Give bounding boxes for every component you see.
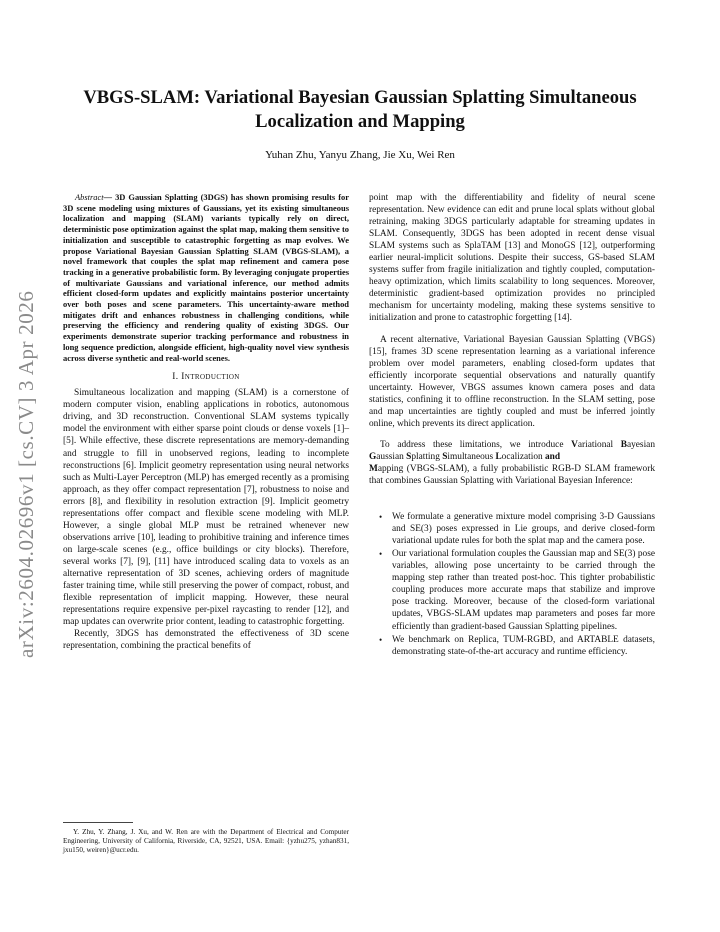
abstract-text: 3D Gaussian Splatting (3DGS) has shown promising results for 3D scene modeling using mixtures of Gaussians, yet its existing simultaneous localization and mapping (SLAM) variants typically rely on direct, deterministic pose optimization against the splat map, making them sensitive to initialization and susceptible to catastrophic forgetting as map evolves. We propose Variational Bayesian Gaussian Splatting SLAM (VBGS-SLAM), a novel framework that couples the splat map refinement and camera pose tracking in a generative probabilistic form. By leveraging conjugate properties of multivariate Gaussians and variational inference, our method admits efficient closed-form updates and explicitly maintains posterior uncertainty over both poses and scene parameters. This uncertainty-aware method mitigates drift and enhances robustness in challenging conditions, while preserving the efficiency and rendering quality of existing 3DGS. Our experiments demonstrate superior tracking performance and robustness in long sequence prediction, alongside efficient, high-quality novel view synthesis across diverse synthetic and real-world scenes. bbox=[63, 192, 350, 363]
arxiv-identifier-stamp: arXiv:2604.02696v1 [cs.CV] 3 Apr 2026 bbox=[14, 290, 38, 658]
right-paragraph-1: point map with the differentiability and fidelity of neural scene representation. New evidence can edit and prune local splats without global retraining, making 3DGS particularly adaptable for streaming updates in SLAM. Consequently, 3DGS has been adopted in recent dense visual SLAM systems such as SplaTAM [13] and MonoGS [12], outperforming earlier neural-implicit solutions. Despite their success, GS-based SLAM systems suffer from fragile initialization and tightly coupled, computation-heavy optimization, which limits scalability to long sequences. Moreover, deterministic gradient-based optimization provides no principled mechanism for uncertainty modeling, making these systems sensitive to initialization and prone to catastrophic forgetting [14]. bbox=[369, 193, 655, 324]
paper-title bbox=[60, 86, 660, 134]
section-heading-introduction: I. Introduction bbox=[172, 372, 240, 383]
intro-paragraph-1: Simultaneous localization and mapping (SLAM) is a cornerstone of modern computer vision, enabling applications in robotics, autonomous driving, and 3D reconstruction. Conventional SLAM systems typically model the environment with either sparse point clouds or dense voxels [1]–[5]. While effective, these discrete representations are memory-demanding and struggle to fill in unobserved regions, leading to incomplete reconstructions [6]. Implicit geometry representation using neural networks such as Multi-Layer Perceptron (MLP) has emerged recently as a promising approach, as they offer compact representation [7], robustness to noise and errors [8], and flexibility in resolution extraction [9]. Implicit geometry representations offer compact and flexible scene modeling with MLP. However, a single global MLP must be retrained whenever new observations arrive [10], leading to prohibitive training and inference times on large-scale scenes (e.g., office buildings or city blocks). Therefore, several works [7], [9], [11] have introduced scaling data to voxels as an alternative representation of 3D scenes, achieving orders of magnitude faster training time, while still preserving the power of compact, robust, and flexible representation of implicit mapping. However, these neural representations require expensive per-pixel raycasting to render [12], and map updates can overwrite prior content, leading to catastrophic forgetting. bbox=[63, 388, 349, 628]
bullet-icon: • bbox=[379, 512, 383, 523]
contribution-item: • We benchmark on Replica, TUM-RGBD, and ARTABLE datasets, demonstrating state-of-the-art accuracy and runtime efficiency. bbox=[379, 634, 655, 657]
affiliation-footnote: Y. Zhu, Y. Zhang, J. Xu, and W. Ren are with the Department of Electrical and Computer Engineering, University of California, Riverside, CA, 92521, USA. Email: {yzhu275, yzhan831, jxu150, weiren}@ucr.edu. bbox=[63, 828, 349, 855]
footnote-rule bbox=[63, 822, 133, 823]
right-column bbox=[369, 192, 655, 659]
title-line-1: VBGS-SLAM: Variational Bayesian Gaussian Splatting Simultaneous bbox=[83, 87, 637, 108]
abstract-label: Abstract— bbox=[75, 192, 116, 202]
author-list: Yuhan Zhu, Yanyu Zhang, Jie Xu, Wei Ren bbox=[265, 149, 455, 161]
right-paragraph-3: To address these limitations, we introduce Variational Bayesian Gaussian Splatting Simultaneous Localization and Mapping (VBGS-SLAM), a fully probabilistic RGB-D SLAM framework that combines Gaussian Splatting with Variational Bayesian Inference: bbox=[369, 439, 655, 487]
title-line-2: Localization and Mapping bbox=[255, 111, 465, 132]
contribution-item: • Our variational formulation couples the Gaussian map and SE(3) pose variables, allowing pose uncertainty to be carried through the mapping step rather than treated post-hoc. This tighter probabilistic coupling produces more accurate maps that stabilize and improve pose tracking. Moreover, because of the closed-form variational updates, VBGS-SLAM updates map parameters and poses far more efficiently than gradient-based Gaussian Splatting pipelines. bbox=[379, 549, 655, 632]
contribution-item: • We formulate a generative mixture model comprising 3-D Gaussians and SE(3) poses expressed in Lie groups, and derive closed-form variational update rules for both the splat map and the camera pose. bbox=[379, 512, 655, 547]
right-paragraph-2: A recent alternative, Variational Bayesian Gaussian Splatting (VBGS) [15], frames 3D scene representation learning as a variational inference problem over model parameters, enabling closed-form updates that efficiently incorporate sequential observations and naturally quantify uncertainty. However, VBGS assumes known camera poses and data statistics, confining it to offline reconstruction. In the SLAM setting, pose and map uncertainties are tightly coupled and must be inferred jointly online, which prevents its direct application. bbox=[369, 334, 655, 429]
intro-paragraph-2: Recently, 3DGS has demonstrated the effectiveness of 3D scene representation, combining the practical benefits of bbox=[63, 629, 349, 652]
bullet-icon: • bbox=[379, 634, 383, 645]
contribution-list bbox=[369, 511, 655, 658]
abstract bbox=[63, 192, 349, 363]
bullet-icon: • bbox=[379, 549, 383, 560]
left-column bbox=[63, 192, 349, 652]
